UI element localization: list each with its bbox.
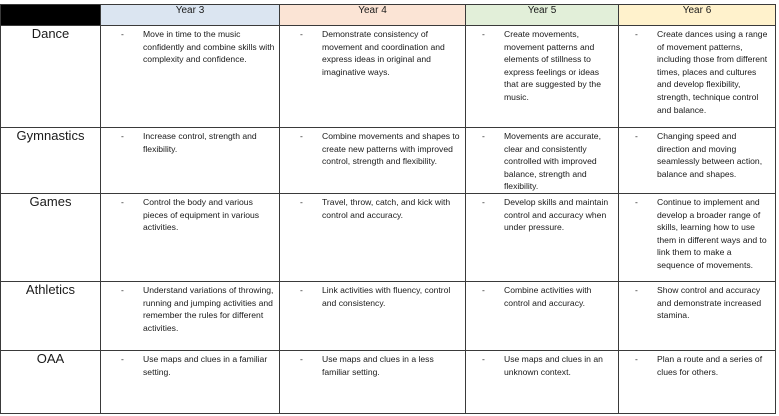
bullet-text: Combine movements and shapes to create new patterns with improved control, strength and flexibility. bbox=[322, 131, 460, 167]
bullet-text: Combine activities with control and accuracy. bbox=[504, 284, 592, 308]
bullet-item bbox=[101, 28, 275, 66]
cell-athletics-year-6 bbox=[619, 281, 776, 350]
bullet-item bbox=[280, 353, 461, 378]
header-row bbox=[1, 5, 776, 26]
cell-gymnastics-year-4 bbox=[280, 128, 466, 194]
cell-oaa-year-4 bbox=[280, 350, 466, 413]
activity-label: Athletics bbox=[1, 281, 101, 350]
dash-bullet-icon: - bbox=[121, 353, 124, 364]
cell-dance-year-5 bbox=[466, 26, 619, 128]
cell-gymnastics-year-6 bbox=[619, 128, 776, 194]
cell-dance-year-3 bbox=[101, 26, 280, 128]
bullet-text: Link activities with fluency, control and consistency. bbox=[322, 284, 451, 308]
cell-games-year-5 bbox=[466, 193, 619, 281]
dash-bullet-icon: - bbox=[121, 284, 124, 295]
dash-bullet-icon: - bbox=[482, 353, 485, 364]
header-year-5: Year 5 bbox=[466, 5, 619, 26]
bullet-item bbox=[466, 28, 614, 104]
bullet-item bbox=[280, 284, 461, 309]
row-dance bbox=[1, 26, 776, 128]
dash-bullet-icon: - bbox=[300, 131, 303, 141]
dash-bullet-icon: - bbox=[300, 196, 303, 207]
bullet-text: Use maps and clues in an unknown context. bbox=[504, 353, 603, 377]
pe-curriculum-table bbox=[0, 4, 776, 414]
cell-games-year-6 bbox=[619, 193, 776, 281]
dash-bullet-icon: - bbox=[300, 29, 303, 39]
cell-dance-year-6 bbox=[619, 26, 776, 128]
header-year-6: Year 6 bbox=[619, 5, 776, 26]
bullet-item bbox=[619, 196, 771, 272]
dash-bullet-icon: - bbox=[482, 196, 485, 207]
row-oaa bbox=[1, 350, 776, 413]
cell-athletics-year-3 bbox=[101, 281, 280, 350]
bullet-text: Control the body and various pieces of equipment in various activities. bbox=[143, 196, 260, 233]
bullet-item bbox=[466, 284, 614, 309]
bullet-item bbox=[101, 284, 275, 334]
bullet-text: Demonstrate consistency of movement and coordination and express ideas in original and imaginative ways. bbox=[322, 29, 445, 77]
dash-bullet-icon: - bbox=[635, 284, 638, 295]
bullet-text: Develop skills and maintain control and accuracy when under pressure. bbox=[504, 196, 609, 233]
bullet-item bbox=[619, 130, 771, 180]
dash-bullet-icon: - bbox=[635, 196, 638, 207]
bullet-text: Use maps and clues in a familiar setting. bbox=[143, 353, 268, 377]
cell-oaa-year-6 bbox=[619, 350, 776, 413]
corner-cell bbox=[1, 5, 101, 26]
row-games bbox=[1, 193, 776, 281]
cell-gymnastics-year-5 bbox=[466, 128, 619, 194]
header-year-3: Year 3 bbox=[101, 5, 280, 26]
bullet-item bbox=[101, 196, 275, 234]
cell-dance-year-4 bbox=[280, 26, 466, 128]
cell-oaa-year-5 bbox=[466, 350, 619, 413]
cell-games-year-4 bbox=[280, 193, 466, 281]
bullet-item bbox=[619, 353, 771, 378]
dash-bullet-icon: - bbox=[482, 284, 485, 295]
bullet-text: Continue to implement and develop a broader range of skills, learning how to use them in different ways and to link them to make a sequence of movements. bbox=[657, 196, 767, 270]
activity-label: Dance bbox=[1, 26, 101, 128]
dash-bullet-icon: - bbox=[635, 131, 638, 141]
bullet-item bbox=[619, 284, 771, 322]
cell-oaa-year-3 bbox=[101, 350, 280, 413]
bullet-item bbox=[280, 130, 461, 168]
bullet-item bbox=[101, 130, 275, 155]
dash-bullet-icon: - bbox=[482, 29, 485, 39]
bullet-text: Increase control, strength and flexibility. bbox=[143, 131, 257, 154]
bullet-text: Create movements, movement patterns and elements of stillness to express feelings or ideas that are suggested by the music. bbox=[504, 29, 601, 102]
bullet-item bbox=[280, 28, 461, 78]
dash-bullet-icon: - bbox=[121, 29, 124, 39]
bullet-item bbox=[619, 28, 771, 116]
bullet-text: Movements are accurate, clear and consistently controlled with improved balance, strength and flexibility. bbox=[504, 131, 601, 192]
bullet-item bbox=[466, 353, 614, 378]
cell-athletics-year-4 bbox=[280, 281, 466, 350]
bullet-item bbox=[466, 196, 614, 234]
bullet-text: Travel, throw, catch, and kick with control and accuracy. bbox=[322, 196, 451, 220]
dash-bullet-icon: - bbox=[635, 353, 638, 364]
dash-bullet-icon: - bbox=[300, 284, 303, 295]
bullet-text: Use maps and clues in a less familiar setting. bbox=[322, 353, 434, 377]
bullet-text: Create dances using a range of movement patterns, including those from different times, places and cultures and develop flexibility, strength, technique control and balance. bbox=[657, 29, 768, 115]
activity-label: OAA bbox=[1, 350, 101, 413]
cell-gymnastics-year-3 bbox=[101, 128, 280, 194]
bullet-text: Understand variations of throwing, running and jumping activities and remember the rules for different activities. bbox=[143, 284, 274, 333]
cell-athletics-year-5 bbox=[466, 281, 619, 350]
bullet-item bbox=[280, 196, 461, 221]
header-year-4: Year 4 bbox=[280, 5, 466, 26]
bullet-text: Show control and accuracy and demonstrate increased stamina. bbox=[657, 284, 762, 321]
row-gymnastics bbox=[1, 128, 776, 194]
activity-label: Gymnastics bbox=[1, 128, 101, 194]
dash-bullet-icon: - bbox=[121, 196, 124, 207]
dash-bullet-icon: - bbox=[121, 131, 124, 141]
bullet-text: Move in time to the music confidently and combine skills with complexity and confidence. bbox=[143, 29, 275, 65]
dash-bullet-icon: - bbox=[300, 353, 303, 364]
bullet-text: Plan a route and a series of clues for others. bbox=[657, 353, 763, 377]
activity-label: Games bbox=[1, 193, 101, 281]
bullet-text: Changing speed and direction and moving seamlessly between action, balance and shapes. bbox=[657, 131, 763, 179]
bullet-item bbox=[101, 353, 275, 378]
bullet-item bbox=[466, 130, 614, 193]
dash-bullet-icon: - bbox=[635, 29, 638, 39]
row-athletics bbox=[1, 281, 776, 350]
dash-bullet-icon: - bbox=[482, 131, 485, 141]
cell-games-year-3 bbox=[101, 193, 280, 281]
